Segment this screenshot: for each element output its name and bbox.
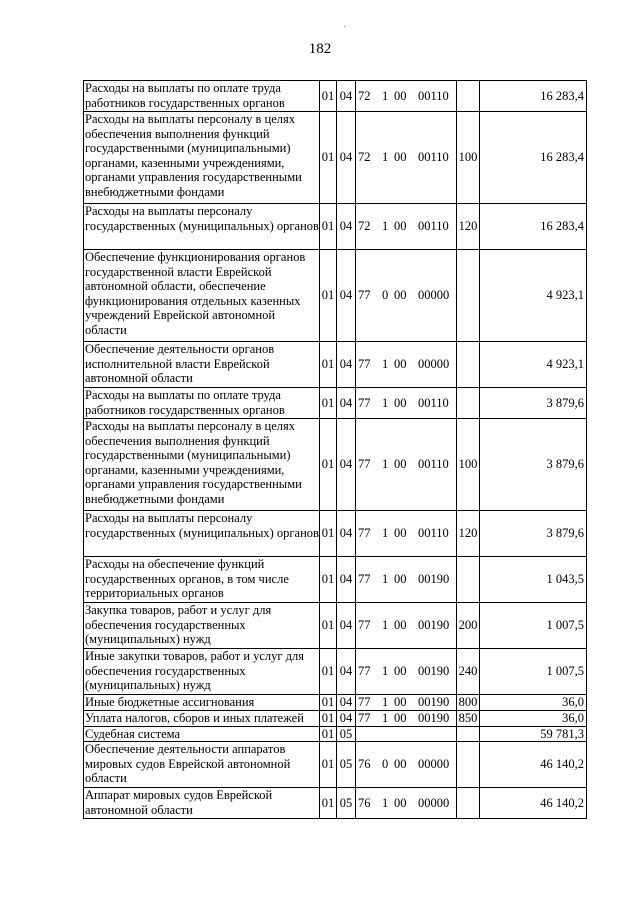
- amount-cell: 16 283,4: [480, 204, 587, 250]
- table-row: [84, 388, 587, 419]
- target-article-cell: [356, 710, 457, 726]
- table-row: [84, 419, 587, 511]
- amount-cell: 4 923,1: [480, 250, 587, 342]
- expense-type-cell: [457, 742, 480, 788]
- target-article-part: 00000: [418, 357, 450, 372]
- target-article-part: 00190: [418, 710, 450, 725]
- subsection-code-cell: 04: [337, 81, 356, 112]
- target-article-part: 00: [394, 357, 407, 372]
- subsection-code-cell: 05: [337, 788, 356, 819]
- target-article-part: 00190: [418, 664, 450, 679]
- amount-cell: 36,0: [480, 710, 587, 726]
- expense-type-cell: [457, 342, 480, 388]
- section-code-cell: 01: [320, 710, 337, 726]
- row-name-cell: Иные бюджетные ассигнования: [84, 695, 320, 711]
- amount-cell: 46 140,2: [480, 742, 587, 788]
- amount-cell: 3 879,6: [480, 419, 587, 511]
- table-row: [84, 250, 587, 342]
- subsection-code-cell: 04: [337, 603, 356, 649]
- target-article-part: 00: [394, 757, 407, 772]
- section-code-cell: 01: [320, 603, 337, 649]
- expense-type-cell: 100: [457, 419, 480, 511]
- target-article-part: 1: [382, 219, 389, 234]
- row-name-cell: Расходы на выплаты персоналу в целях обеспечения выполнения функций государственными (муниципальными) органами, казенными учреждениями, органами управления государственными внебюджетными фондами: [84, 419, 320, 511]
- target-article-cell: [356, 204, 457, 250]
- subsection-code-cell: 04: [337, 204, 356, 250]
- expense-type-cell: [457, 388, 480, 419]
- target-article-part: 00190: [418, 618, 450, 633]
- subsection-code-cell: 04: [337, 695, 356, 711]
- target-article-part: 00: [394, 395, 407, 410]
- subsection-code-cell: 04: [337, 112, 356, 204]
- table-row: [84, 557, 587, 603]
- target-article-part: 77: [358, 526, 371, 541]
- table-row: [84, 742, 587, 788]
- table-row: [84, 710, 587, 726]
- target-article-part: 1: [382, 618, 389, 633]
- target-article-part: 77: [358, 664, 371, 679]
- row-name-cell: Обеспечение деятельности аппаратов мировых судов Еврейской автономной области: [84, 742, 320, 788]
- section-code-cell: 01: [320, 250, 337, 342]
- amount-cell: 4 923,1: [480, 342, 587, 388]
- budget-table: [83, 80, 587, 819]
- target-article-cell: [356, 742, 457, 788]
- target-article-part: 1: [382, 357, 389, 372]
- target-article-part: 1: [382, 457, 389, 472]
- target-article-part: 77: [358, 710, 371, 725]
- target-article-part: 1: [382, 88, 389, 103]
- table-row: [84, 204, 587, 250]
- row-name-cell: Иные закупки товаров, работ и услуг для обеспечения государственных (муниципальных) нужд: [84, 649, 320, 695]
- subsection-code-cell: 04: [337, 710, 356, 726]
- target-article-part: 00: [394, 288, 407, 303]
- target-article-part: 0: [382, 757, 389, 772]
- target-article-part: 76: [358, 795, 371, 810]
- row-name-cell: Аппарат мировых судов Еврейской автономной области: [84, 788, 320, 819]
- target-article-part: 00: [394, 88, 407, 103]
- amount-cell: 46 140,2: [480, 788, 587, 819]
- amount-cell: 59 781,3: [480, 726, 587, 742]
- subsection-code-cell: 04: [337, 511, 356, 557]
- expense-type-cell: 100: [457, 112, 480, 204]
- target-article-cell: [356, 726, 457, 742]
- section-code-cell: 01: [320, 419, 337, 511]
- target-article-part: 00: [394, 710, 407, 725]
- target-article-part: 00: [394, 526, 407, 541]
- expense-type-cell: [457, 250, 480, 342]
- row-name-cell: Расходы на обеспечение функций государственных органов, в том числе территориальных органов: [84, 557, 320, 603]
- row-name-cell: Обеспечение деятельности органов исполнительной власти Еврейской автономной области: [84, 342, 320, 388]
- target-article-part: 00110: [418, 219, 449, 234]
- row-name-cell: Закупка товаров, работ и услуг для обеспечения государственных (муниципальных) нужд: [84, 603, 320, 649]
- target-article-part: 72: [358, 219, 371, 234]
- amount-cell: 16 283,4: [480, 112, 587, 204]
- amount-cell: 1 043,5: [480, 557, 587, 603]
- subsection-code-cell: 04: [337, 419, 356, 511]
- row-name-cell: Уплата налогов, сборов и иных платежей: [84, 710, 320, 726]
- expense-type-cell: [457, 81, 480, 112]
- row-name-cell: Расходы на выплаты персоналу государственных (муниципальных) органов: [84, 511, 320, 557]
- target-article-part: 0: [382, 288, 389, 303]
- target-article-part: 77: [358, 695, 371, 709]
- target-article-part: 00000: [418, 795, 450, 810]
- target-article-part: 1: [382, 526, 389, 541]
- target-article-part: 00: [394, 618, 407, 633]
- amount-cell: 3 879,6: [480, 511, 587, 557]
- section-code-cell: 01: [320, 204, 337, 250]
- section-code-cell: 01: [320, 557, 337, 603]
- target-article-part: 00110: [418, 395, 449, 410]
- expense-type-cell: [457, 726, 480, 742]
- target-article-part: 77: [358, 572, 371, 587]
- section-code-cell: 01: [320, 511, 337, 557]
- subsection-code-cell: 05: [337, 726, 356, 742]
- amount-cell: 1 007,5: [480, 603, 587, 649]
- target-article-cell: [356, 788, 457, 819]
- row-name-cell: Расходы на выплаты по оплате труда работников государственных органов: [84, 81, 320, 112]
- target-article-part: 1: [382, 710, 389, 725]
- target-article-part: 76: [358, 757, 371, 772]
- target-article-part: 77: [358, 288, 371, 303]
- table-row: [84, 695, 587, 711]
- section-code-cell: 01: [320, 742, 337, 788]
- table-row: [84, 112, 587, 204]
- target-article-cell: [356, 603, 457, 649]
- target-article-cell: [356, 81, 457, 112]
- section-code-cell: 01: [320, 649, 337, 695]
- target-article-part: 00110: [418, 88, 449, 103]
- expense-type-cell: 800: [457, 695, 480, 711]
- target-article-part: 00: [394, 572, 407, 587]
- target-article-part: 00000: [418, 757, 450, 772]
- scan-speck: [344, 26, 345, 27]
- expense-type-cell: 240: [457, 649, 480, 695]
- table-row: [84, 81, 587, 112]
- target-article-part: 77: [358, 395, 371, 410]
- target-article-cell: [356, 419, 457, 511]
- target-article-part: 1: [382, 664, 389, 679]
- target-article-part: 00: [394, 457, 407, 472]
- amount-cell: 3 879,6: [480, 388, 587, 419]
- table-row: [84, 603, 587, 649]
- amount-cell: 1 007,5: [480, 649, 587, 695]
- row-name-cell: Обеспечение функционирования органов государственной власти Еврейской автономной области, обеспечение функционирования отдельных казенных учреждений Еврейской автономной области: [84, 250, 320, 342]
- target-article-part: 1: [382, 395, 389, 410]
- target-article-cell: [356, 112, 457, 204]
- target-article-cell: [356, 557, 457, 603]
- target-article-part: 00110: [418, 150, 449, 165]
- section-code-cell: 01: [320, 726, 337, 742]
- row-name-cell: Расходы на выплаты персоналу государственных (муниципальных) органов: [84, 204, 320, 250]
- section-code-cell: 01: [320, 695, 337, 711]
- section-code-cell: 01: [320, 81, 337, 112]
- target-article-part: 77: [358, 357, 371, 372]
- subsection-code-cell: 04: [337, 557, 356, 603]
- section-code-cell: 01: [320, 388, 337, 419]
- target-article-part: 00000: [418, 288, 450, 303]
- target-article-part: 72: [358, 88, 371, 103]
- target-article-part: 00190: [418, 695, 450, 709]
- expense-type-cell: 850: [457, 710, 480, 726]
- target-article-part: 00110: [418, 526, 449, 541]
- target-article-part: 77: [358, 457, 371, 472]
- expense-type-cell: [457, 788, 480, 819]
- table-row: [84, 726, 587, 742]
- table-row: [84, 342, 587, 388]
- expense-type-cell: 120: [457, 204, 480, 250]
- row-name-cell: Расходы на выплаты персоналу в целях обеспечения выполнения функций государственными (муниципальными) органами, казенными учреждениями, органами управления государственными внебюджетными фондами: [84, 112, 320, 204]
- target-article-part: 00: [394, 219, 407, 234]
- target-article-part: 72: [358, 150, 371, 165]
- expense-type-cell: [457, 557, 480, 603]
- amount-cell: 16 283,4: [480, 81, 587, 112]
- target-article-part: 00: [394, 795, 407, 810]
- target-article-part: 1: [382, 150, 389, 165]
- table-row: [84, 511, 587, 557]
- target-article-part: 00190: [418, 572, 450, 587]
- target-article-part: 00: [394, 150, 407, 165]
- target-article-part: 00: [394, 695, 407, 709]
- target-article-cell: [356, 649, 457, 695]
- expense-type-cell: 200: [457, 603, 480, 649]
- target-article-part: 00110: [418, 457, 449, 472]
- target-article-part: 1: [382, 795, 389, 810]
- target-article-cell: [356, 250, 457, 342]
- expense-type-cell: 120: [457, 511, 480, 557]
- table-row: [84, 649, 587, 695]
- target-article-cell: [356, 388, 457, 419]
- section-code-cell: 01: [320, 788, 337, 819]
- target-article-cell: [356, 695, 457, 711]
- subsection-code-cell: 04: [337, 388, 356, 419]
- target-article-part: 00: [394, 664, 407, 679]
- target-article-part: 1: [382, 572, 389, 587]
- section-code-cell: 01: [320, 342, 337, 388]
- row-name-cell: Судебная система: [84, 726, 320, 742]
- target-article-cell: [356, 511, 457, 557]
- subsection-code-cell: 04: [337, 649, 356, 695]
- table-row: [84, 788, 587, 819]
- subsection-code-cell: 05: [337, 742, 356, 788]
- target-article-part: 1: [382, 695, 389, 709]
- target-article-cell: [356, 342, 457, 388]
- page-number: 182: [308, 41, 332, 57]
- amount-cell: 36,0: [480, 695, 587, 711]
- target-article-part: 77: [358, 618, 371, 633]
- subsection-code-cell: 04: [337, 250, 356, 342]
- section-code-cell: 01: [320, 112, 337, 204]
- subsection-code-cell: 04: [337, 342, 356, 388]
- row-name-cell: Расходы на выплаты по оплате труда работников государственных органов: [84, 388, 320, 419]
- budget-table-body: [84, 81, 587, 819]
